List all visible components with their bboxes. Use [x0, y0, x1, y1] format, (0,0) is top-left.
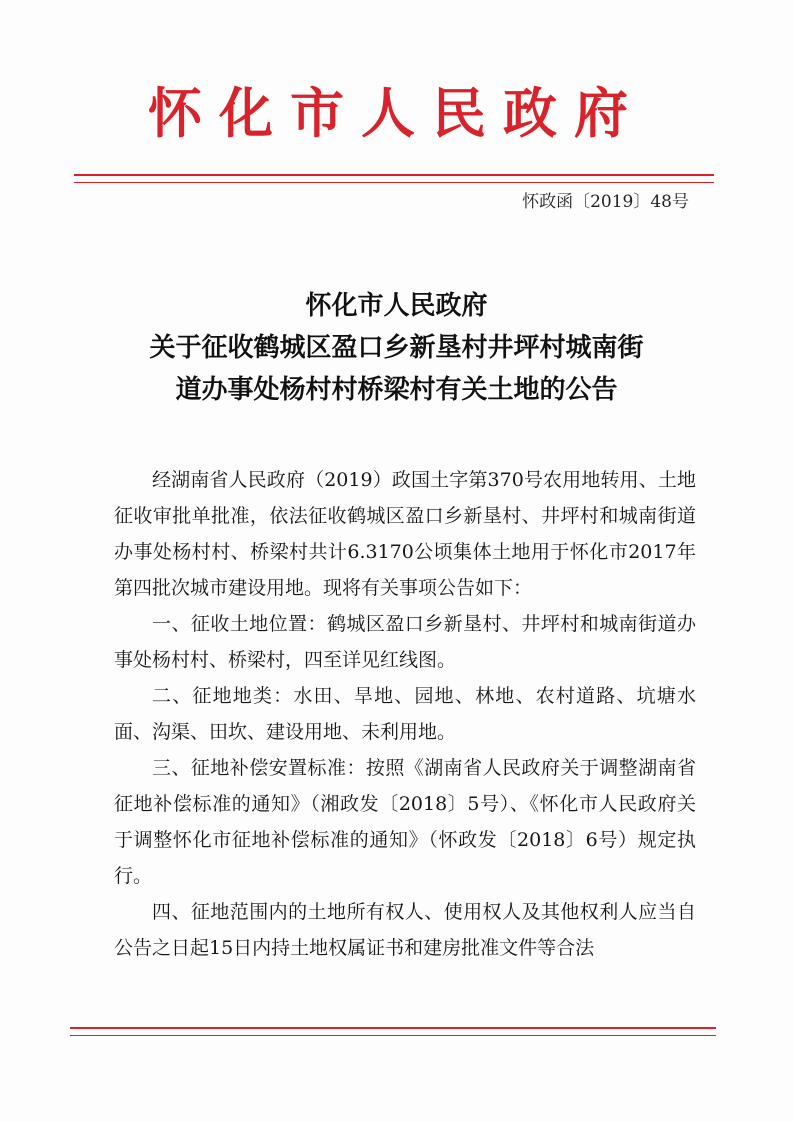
document-title — [0, 285, 793, 411]
body-paragraph-intro: 经湖南省人民政府（2019）政国土字第370号农用地转用、土地征收审批单批准，依法征收鹤城区盈口乡新垦村、井坪村和城南街道办事处杨村村、桥梁村共计6.3170公顷集体土地用于怀化市2017年第四批次城市建设用地。现将有关事项公告如下： — [114, 469, 696, 599]
masthead-org-name: 怀化市人民政府 — [148, 81, 645, 145]
document-number: 怀政函〔2019〕48号 — [522, 192, 689, 212]
body-paragraph-land-types: 二、征地地类：水田、旱地、园地、林地、农村道路、坑塘水面、沟渠、田坎、建设用地、未利用地。 — [114, 685, 696, 743]
document-body — [114, 462, 696, 966]
title-line-1: 怀化市人民政府 — [305, 291, 488, 321]
title-line-2: 关于征收鹤城区盈口乡新垦村井坪村城南街 — [149, 333, 644, 363]
masthead-red-rule — [74, 174, 714, 183]
footer-red-rule — [70, 1027, 716, 1036]
body-paragraph-rights-holders: 四、征地范围内的土地所有权人、使用权人及其他权利人应当自公告之日起15日内持土地权属证书和建房批准文件等合法 — [114, 901, 696, 959]
title-line-3: 道办事处杨村村桥梁村有关土地的公告 — [175, 375, 618, 405]
body-paragraph-compensation: 三、征地补偿安置标准：按照《湖南省人民政府关于调整湖南省征地补偿标准的通知》（湘政发〔2018〕5号）、《怀化市人民政府关于调整怀化市征地补偿标准的通知》（怀政发〔2018〕6号）规定执行。 — [114, 757, 696, 887]
body-paragraph-location: 一、征收土地位置：鹤城区盈口乡新垦村、井坪村和城南街道办事处杨村村、桥梁村，四至详见红线图。 — [114, 613, 696, 671]
